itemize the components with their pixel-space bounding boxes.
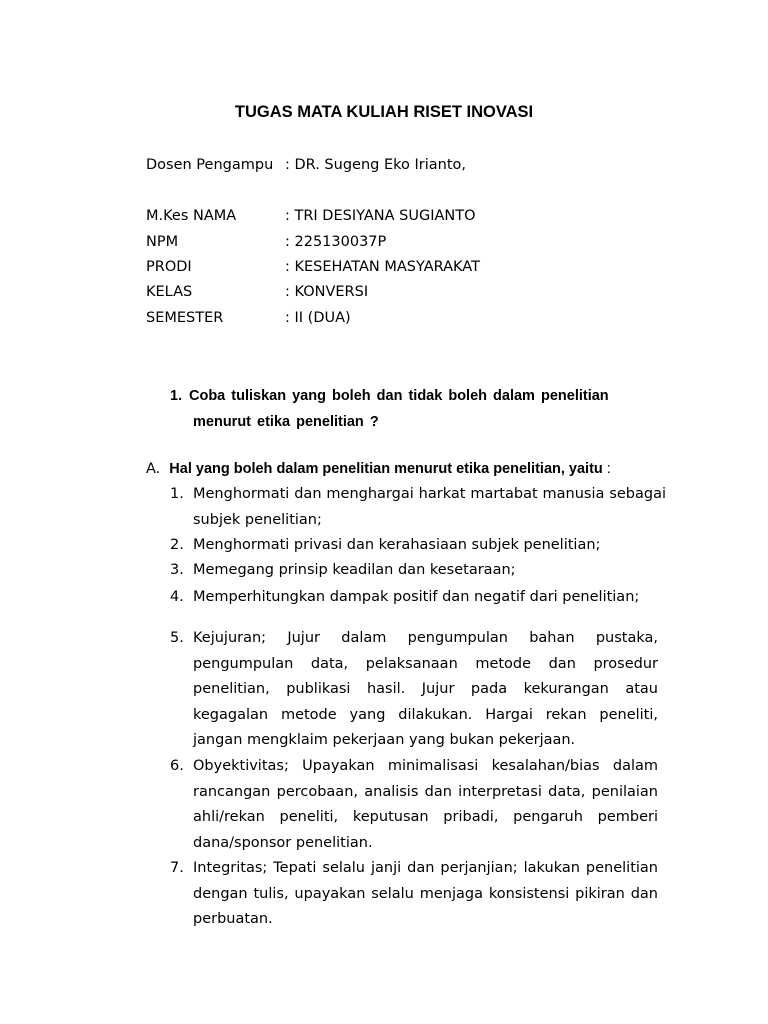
list-item-number: 2.	[170, 537, 184, 553]
list-item-text: Memperhitungkan dampak positif dan negatif dari penelitian;	[193, 589, 640, 605]
list-item-text: Integritas; Tepati selalu janji dan perjanjian; lakukan penelitian dengan tulis, upayakan selalu menjaga konsistensi pikiran dan perbuatan.	[193, 860, 658, 927]
list-item-number: 3.	[170, 562, 184, 578]
info-value: : II (DUA)	[285, 310, 351, 326]
list-item-number: 6.	[170, 758, 184, 774]
section-colon: :	[602, 461, 611, 477]
info-value: : KONVERSI	[285, 284, 369, 300]
section-title: Hal yang boleh dalam penelitian menurut etika penelitian, yaitu	[169, 461, 603, 477]
info-label: SEMESTER	[146, 310, 224, 326]
list-item	[170, 754, 658, 856]
list-item	[170, 482, 666, 533]
list-item-number: 1.	[170, 486, 184, 502]
question-1	[170, 384, 650, 435]
list-item	[170, 533, 666, 559]
section-a-heading	[146, 459, 611, 479]
list-item-text: Kejujuran; Jujur dalam pengumpulan bahan pustaka, pengumpulan data, pelaksanaan metode dan prosedur penelitian, publikasi hasil. Jujur pada kekurangan atau kegagalan metode yang dilakukan. Hargai rekan peneliti, jangan mengklaim pekerjaan yang bukan pekerjaan.	[193, 630, 658, 748]
question-number: 1.	[170, 388, 183, 404]
list-item-text: Obyektivitas; Upayakan minimalisasi kesalahan/bias dalam rancangan percobaan, analisis dan interpretasi data, penilaian ahli/rekan peneliti, keputusan pribadi, pengaruh pemberi dana/sponsor penelitian.	[193, 758, 658, 851]
list-item	[170, 558, 666, 584]
list-item	[170, 856, 658, 933]
info-label: KELAS	[146, 284, 193, 300]
info-label: NPM	[146, 234, 179, 250]
info-value: : KESEHATAN MASYARAKAT	[285, 259, 480, 275]
info-value: : 225130037P	[285, 234, 387, 250]
info-value: : TRI DESIYANA SUGIANTO	[285, 208, 476, 224]
question-text: Coba tuliskan yang boleh dan tidak boleh dalam penelitian menurut etika penelitian ?	[189, 388, 609, 430]
info-label: Dosen Pengampu	[146, 157, 274, 173]
list-item-number: 7.	[170, 860, 184, 876]
list-item	[170, 626, 658, 754]
list-item-text: Menghormati dan menghargai harkat martabat manusia sebagai subjek penelitian;	[193, 486, 666, 528]
info-label: M.Kes NAMA	[146, 208, 237, 224]
list-item-number: 5.	[170, 630, 184, 646]
list-item-text: Menghormati privasi dan kerahasiaan subjek penelitian;	[193, 537, 601, 553]
list-item-text: Memegang prinsip keadilan dan kesetaraan;	[193, 562, 516, 578]
document-title: TUGAS MATA KULIAH RISET INOVASI	[234, 103, 534, 121]
info-label: PRODI	[146, 259, 192, 275]
info-value: : DR. Sugeng Eko Irianto,	[285, 157, 466, 173]
list-item	[170, 589, 666, 605]
list-item-number: 4.	[170, 589, 184, 605]
section-letter: A.	[146, 461, 161, 477]
